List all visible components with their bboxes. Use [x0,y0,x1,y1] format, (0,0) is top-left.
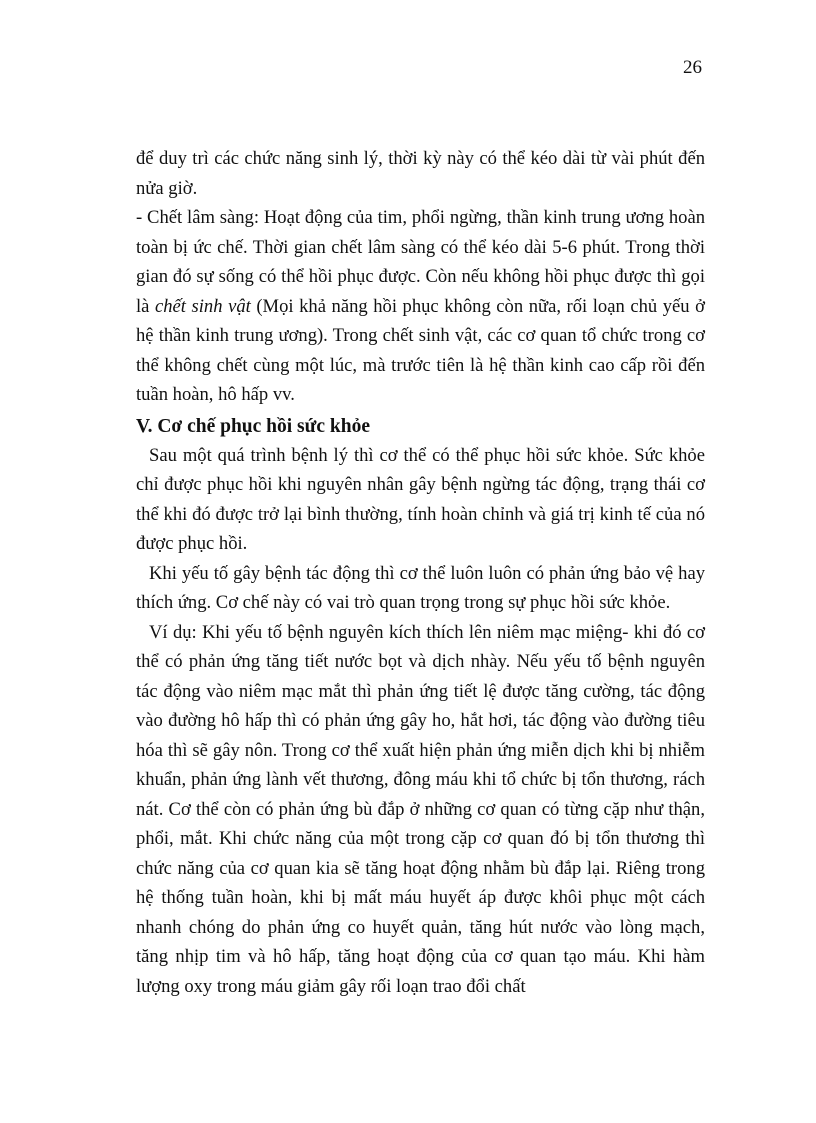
section-heading: V. Cơ chế phục hồi sức khỏe [136,415,370,437]
paragraph-example: Ví dụ: Khi yếu tố bệnh nguyên kích thích lên niêm mạc miệng- khi đó cơ thể có phản ứng tăng tiết nước bọt và dịch nhày. Nếu yếu tố bệnh nguyên tác động vào niêm mạc mắt thì phản ứng tiết lệ được tăng cường, tác động vào đường hô hấp thì có phản ứng gây ho, hắt hơi, tác động vào đường tiêu hóa thì sẽ gây nôn. Trong cơ thể xuất hiện phản ứng miễn dịch khi bị nhiễm khuẩn, phản ứng lành vết thương, đông máu khi tổ chức bị tổn thương, rách nát. Cơ thể còn có phản ứng bù đắp ở những cơ quan có từng cặp như thận, phổi, mắt. Khi chức năng của một trong cặp cơ quan đó bị tổn thương thì chức năng của cơ quan kia sẽ tăng hoạt động nhằm bù đắp lại. Riêng trong hệ thống tuần hoàn, khi bị mất máu huyết áp được khôi phục một cách nhanh chóng do phản ứng co huyết quản, tăng hút nước vào lòng mạch, tăng nhịp tim và hô hấp, tăng hoạt động của cơ quan tạo máu. Khi hàm lượng oxy trong máu giảm gây rối loạn trao đổi chất [136,621,705,997]
clinical-death-text-end: (Mọi khả năng hồi phục không còn nữa, rối loạn chủ yếu ở hệ thần kinh trung ương). Trong chết sinh vật, các cơ quan tổ chức trong cơ thể không chết cùng một lúc, mà trước tiên là hệ thần kinh cao cấp rồi đến tuần hoàn, hô hấp vv. [136,295,705,405]
paragraph-sustain-functions: để duy trì các chức năng sinh lý, thời kỳ này có thể kéo dài từ vài phút đến nửa giờ. [136,148,705,199]
paragraph-clinical-death [136,203,705,410]
page-body [136,144,705,1001]
page-number: 26 [683,57,702,78]
clinical-death-text-start: - Chết lâm sàng: Hoạt động của tim, phổi ngừng, thần kinh trung ương hoàn toàn bị ức chế. Thời gian chết lâm sàng có thể kéo dài 5-6 phút. Trong thời gian đó sự sống có thể hồi phục được. Còn nếu không hồi phục được thì gọi là [136,207,705,317]
paragraph-health-recovery: Sau một quá trình bệnh lý thì cơ thể có thể phục hồi sức khỏe. Sức khỏe chỉ được phục hồi khi nguyên nhân gây bệnh ngừng tác động, trạng thái cơ thể khi đó được trở lại bình thường, tính hoàn chỉnh và giá trị kinh tế của nó được phục hồi. [136,444,705,554]
paragraph-protective-reaction: Khi yếu tố gây bệnh tác động thì cơ thể luôn luôn có phản ứng bảo vệ hay thích ứng. Cơ chế này có vai trò quan trọng trong sự phục hồi sức khỏe. [136,562,705,613]
biological-death-term: chết sinh vật [154,295,251,317]
